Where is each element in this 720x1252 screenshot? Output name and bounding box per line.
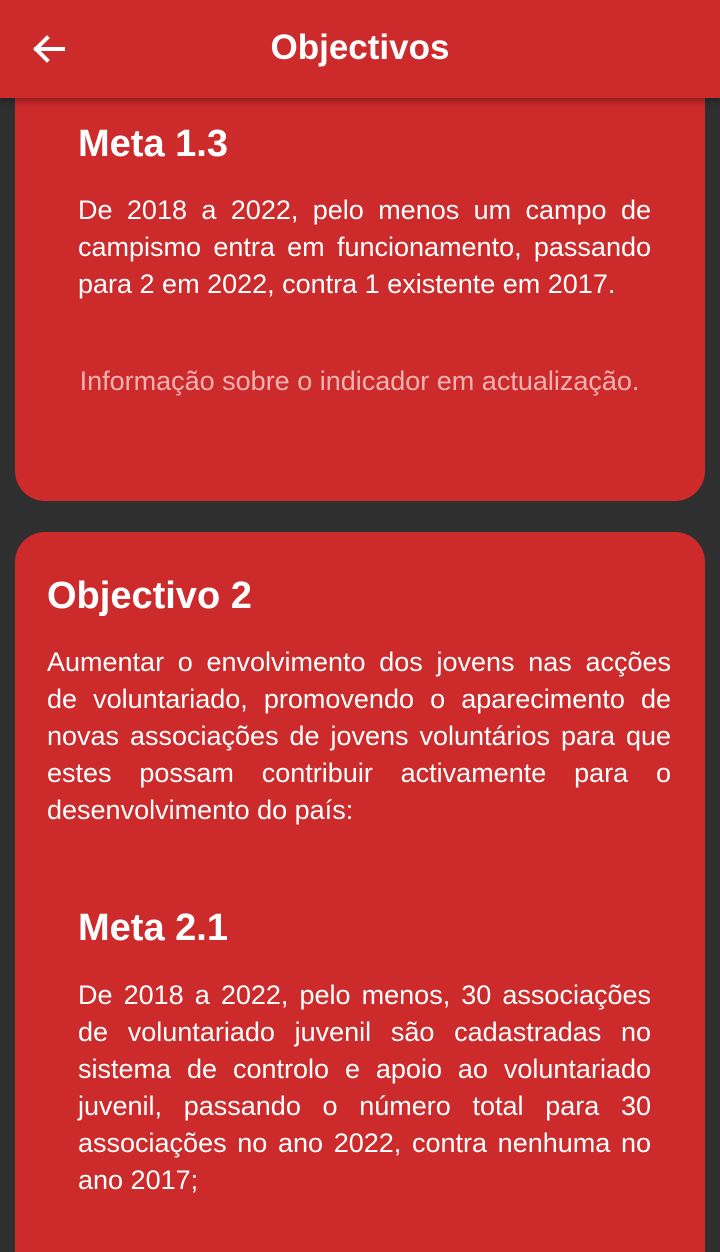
- objective-title: Objectivo 2: [47, 575, 252, 617]
- objective-card: [15, 532, 705, 1252]
- indicator-status-text: Informação sobre o indicador em actualização.: [79, 366, 640, 396]
- meta-title: Meta 2.1: [78, 907, 228, 949]
- meta-description: De 2018 a 2022, pelo menos um campo de campismo entra em funcionamento, passando para 2 em 2022, contra 1 existente em 2017.: [78, 195, 651, 299]
- objective-description: Aumentar o envolvimento dos jovens nas acções de voluntariado, promovendo o aparecimento de novas associações de jovens voluntários para que estes possam contribuir activamente para o desenvolvimento do país:: [47, 647, 671, 825]
- meta-description: De 2018 a 2022, pelo menos, 30 associações de voluntariado juvenil são cadastradas no sistema de controlo e apoio ao voluntariado juvenil, passando o número total para 30 associações no ano 2022, contra nenhuma no ano 2017;: [78, 980, 651, 1195]
- meta-title: Meta 1.3: [78, 123, 228, 165]
- page-title: Objectivos: [270, 28, 450, 67]
- app-bar: [0, 0, 720, 98]
